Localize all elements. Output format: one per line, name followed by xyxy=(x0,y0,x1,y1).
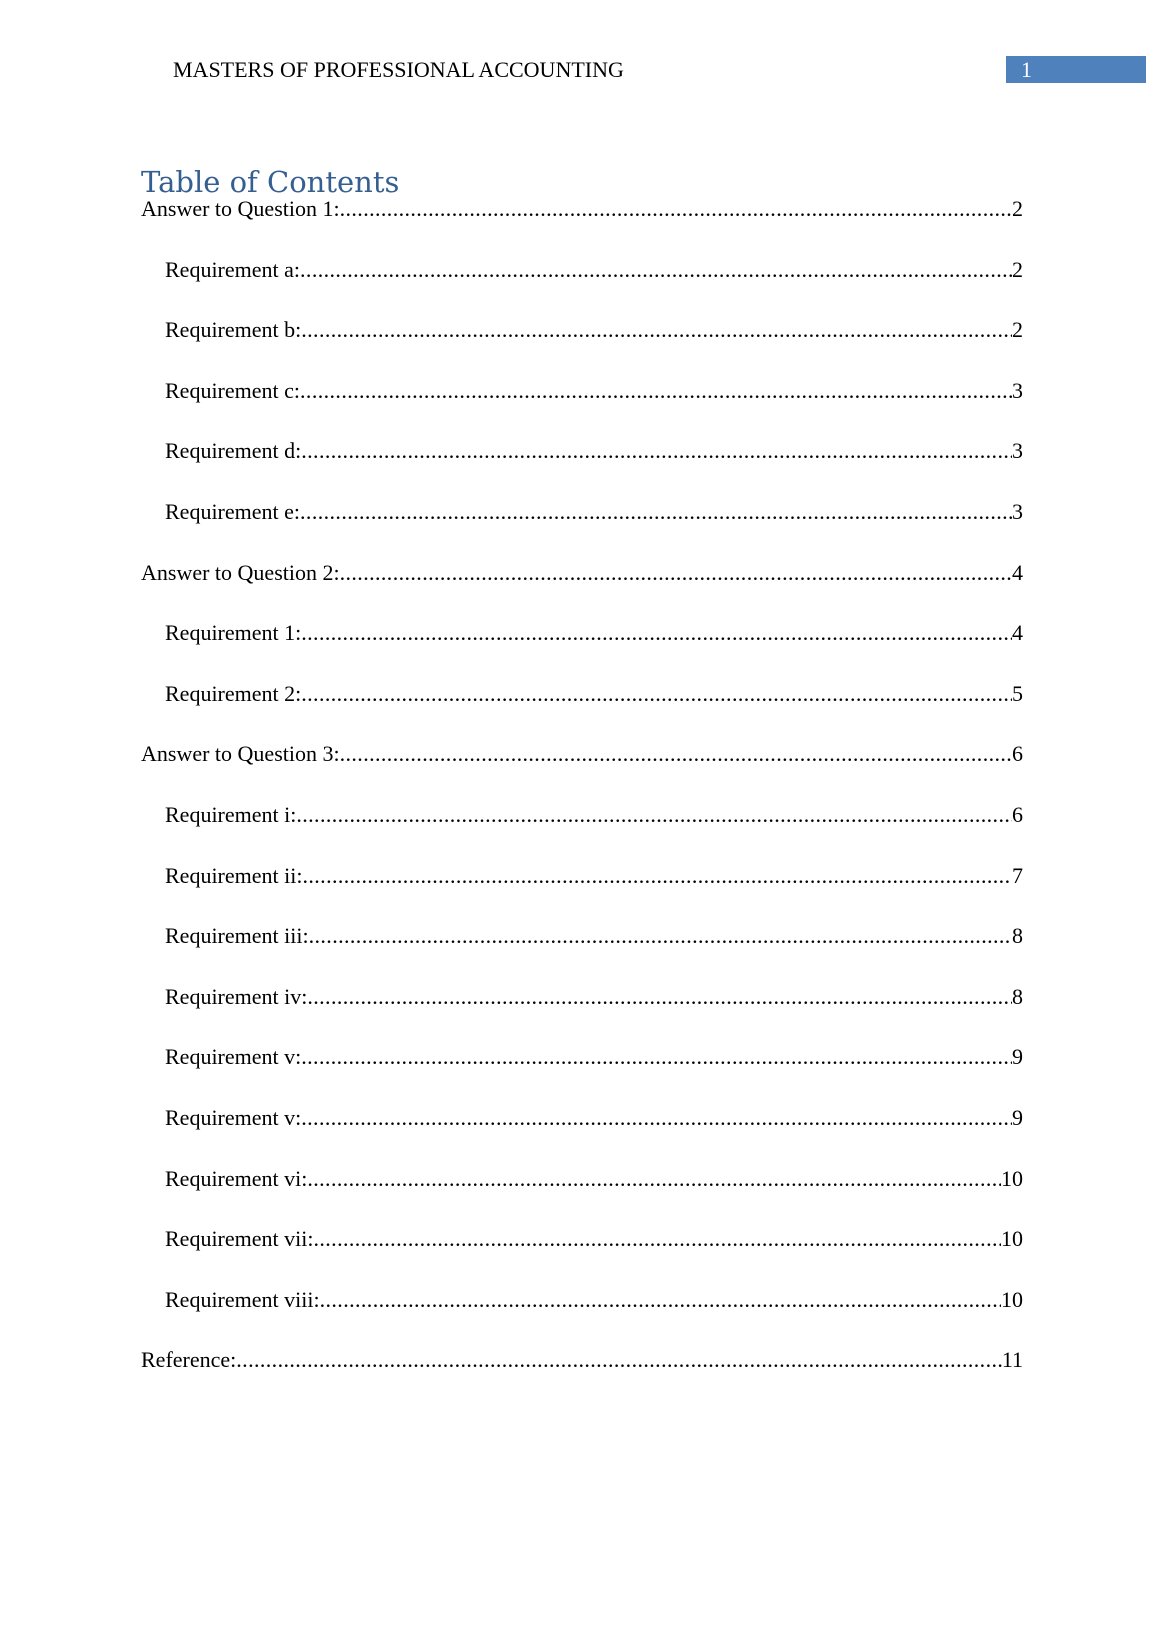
toc-entry-page: 4 xyxy=(1012,560,1023,585)
toc-entry-title: Answer to Question 2: xyxy=(141,560,340,585)
toc-dot-leader xyxy=(309,923,1012,949)
toc-dot-leader xyxy=(340,196,1012,222)
toc-entry-page: 5 xyxy=(1012,681,1023,706)
running-header-title: MASTERS OF PROFESSIONAL ACCOUNTING xyxy=(173,57,624,82)
toc-dot-leader xyxy=(301,317,1012,343)
toc-entry[interactable] xyxy=(165,317,1023,343)
toc-entry[interactable] xyxy=(165,257,1023,283)
toc-dot-leader xyxy=(300,257,1012,283)
toc-heading: Table of Contents xyxy=(141,165,400,199)
toc-entry[interactable] xyxy=(165,438,1023,464)
toc-entry-page: 10 xyxy=(1001,1287,1023,1312)
toc-entry-title: Answer to Question 1: xyxy=(141,196,340,221)
toc-entry-title: Requirement 1: xyxy=(165,620,302,645)
toc-dot-leader xyxy=(300,378,1012,404)
toc-entry[interactable] xyxy=(165,681,1023,707)
toc-entry-page: 2 xyxy=(1012,257,1023,282)
toc-entry-page: 8 xyxy=(1012,984,1023,1009)
toc-dot-leader xyxy=(307,984,1012,1010)
toc-entry[interactable] xyxy=(165,1226,1023,1252)
toc-entry[interactable] xyxy=(165,984,1023,1010)
toc-dot-leader xyxy=(340,560,1012,586)
toc-dot-leader xyxy=(236,1347,1002,1373)
toc-entry-title: Requirement e: xyxy=(165,499,301,524)
toc-entry-title: Answer to Question 3: xyxy=(141,741,340,766)
toc-entry-title: Requirement viii: xyxy=(165,1287,320,1312)
toc-dot-leader xyxy=(301,438,1012,464)
toc-entry-page: 10 xyxy=(1001,1166,1023,1191)
toc-entry-page: 9 xyxy=(1012,1105,1023,1130)
toc-entry-title: Requirement i: xyxy=(165,802,297,827)
toc-entry[interactable] xyxy=(165,863,1023,889)
toc-entry-page: 3 xyxy=(1012,378,1023,403)
toc-entry-page: 8 xyxy=(1012,923,1023,948)
toc-entry[interactable] xyxy=(165,620,1023,646)
toc-dot-leader xyxy=(301,1105,1012,1131)
toc-dot-leader xyxy=(340,741,1012,767)
toc-dot-leader xyxy=(300,499,1012,525)
toc-entry-title: Requirement ii: xyxy=(165,863,303,888)
toc-entry-page: 11 xyxy=(1001,1347,1023,1372)
toc-entry-title: Requirement iii: xyxy=(165,923,309,948)
toc-entry[interactable] xyxy=(165,923,1023,949)
page-number-badge: 1 xyxy=(1006,56,1146,83)
toc-entry[interactable] xyxy=(165,1287,1023,1313)
toc-entry-title: Requirement c: xyxy=(165,378,301,403)
toc-entry-page: 9 xyxy=(1012,1044,1023,1069)
toc-entry-page: 10 xyxy=(1001,1226,1023,1251)
toc-entry[interactable] xyxy=(141,196,1023,222)
toc-entry[interactable] xyxy=(165,1044,1023,1070)
toc-entry-title: Requirement b: xyxy=(165,317,302,342)
toc-entry-page: 3 xyxy=(1012,438,1023,463)
toc-entry-title: Requirement a: xyxy=(165,257,301,282)
toc-entry[interactable] xyxy=(141,1347,1023,1373)
toc-dot-leader xyxy=(313,1226,1001,1252)
toc-entry[interactable] xyxy=(165,378,1023,404)
toc-entry-page: 2 xyxy=(1012,196,1023,221)
toc-entry-page: 4 xyxy=(1012,620,1023,645)
toc-dot-leader xyxy=(301,620,1012,646)
toc-entry-title: Requirement v: xyxy=(165,1044,302,1069)
toc-entry-title: Requirement vi: xyxy=(165,1166,308,1191)
toc-entry-title: Requirement iv: xyxy=(165,984,308,1009)
toc-dot-leader xyxy=(307,1166,1001,1192)
toc-entry-title: Requirement d: xyxy=(165,438,302,463)
toc-entry-title: Requirement vii: xyxy=(165,1226,314,1251)
toc-entry[interactable] xyxy=(165,1166,1023,1192)
toc-entry-title: Requirement 2: xyxy=(165,681,302,706)
toc-dot-leader xyxy=(320,1287,1001,1313)
toc-entry-page: 6 xyxy=(1012,802,1023,827)
toc-entry-page: 2 xyxy=(1012,317,1023,342)
toc-entry[interactable] xyxy=(141,741,1023,767)
toc-entry-title: Reference: xyxy=(141,1347,237,1372)
toc-entry[interactable] xyxy=(165,499,1023,525)
toc-entry-page: 7 xyxy=(1012,863,1023,888)
toc-entry-page: 6 xyxy=(1012,741,1023,766)
toc-dot-leader xyxy=(296,802,1012,828)
toc-dot-leader xyxy=(301,681,1012,707)
toc-entry-page: 3 xyxy=(1012,499,1023,524)
toc-entry[interactable] xyxy=(165,1105,1023,1131)
toc-entry-title: Requirement v: xyxy=(165,1105,302,1130)
toc-dot-leader xyxy=(302,863,1012,889)
toc-entry[interactable] xyxy=(165,802,1023,828)
toc-entry[interactable] xyxy=(141,560,1023,586)
toc-dot-leader xyxy=(301,1044,1012,1070)
